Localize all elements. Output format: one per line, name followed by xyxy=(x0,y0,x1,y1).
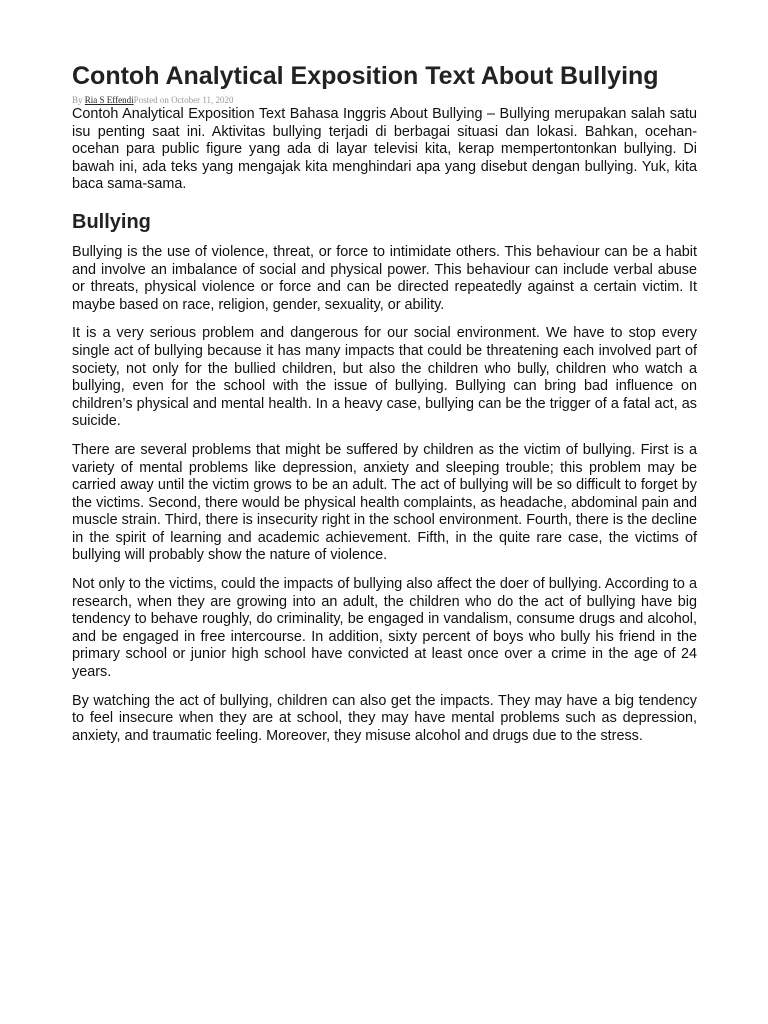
byline xyxy=(72,95,697,106)
body-paragraph-4: Not only to the victims, could the impacts of bullying also affect the doer of bullying. According to a research, when they are growing into an adult, the children who do the act of bullying have big tendency to behave roughly, do criminality, be engaged in vandalism, consume drugs and alcohol, and be engaged in free intercourse. In addition, sixty percent of boys who bully his friend in the primary school or junior high school have convicted at least once over a crime in the age of 24 years. xyxy=(72,576,697,681)
body-paragraph-1: Bullying is the use of violence, threat, or force to intimidate others. This behaviour can be a habit and involve an imbalance of social and physical power. This behaviour can include verbal abuse or threats, physical violence or force and can be directed repeatedly against a certain victim. It maybe based on race, religion, gender, sexuality, or ability. xyxy=(72,243,697,313)
body-paragraph-3: There are several problems that might be suffered by children as the victim of bullying. First is a variety of mental problems like depression, anxiety and sleeping trouble; this problem may be carried away until the victim grows to be an adult. The act of bullying will be so difficult to forget by the victims. Second, there would be physical health complaints, as headache, abdominal pain and muscle strain. Third, there is insecurity right in the school environment. Fourth, there is the decline in the spirit of learning and academic achievement. Fifth, in the quite rare case, the victims of bullying will probably show the nature of violence. xyxy=(72,441,697,564)
byline-by-label: By xyxy=(72,95,85,105)
intro-paragraph: Contoh Analytical Exposition Text Bahasa Inggris About Bullying – Bullying merupakan salah satu isu penting saat ini. Aktivitas bullying terjadi di berbagai situasi dan lokasi. Bahkan, ocehan-ocehan para public figure yang ada di layar televisi kita, kerap mempertontonkan bullying. Di bawah ini, ada teks yang mengajak kita menghindari apa yang disebut dengan bullying. Yuk, kita baca sama-sama. xyxy=(72,106,697,193)
posted-date: Posted on October 11, 2020 xyxy=(133,95,234,105)
document-page xyxy=(72,62,697,756)
body-paragraph-5: By watching the act of bullying, children can also get the impacts. They may have a big tendency to feel insecure when they are at school, they may have mental problems such as depression, anxiety, and traumatic feeling. Moreover, they misuse alcohol and drugs due to the stress. xyxy=(72,692,697,744)
section-heading-bullying: Bullying xyxy=(72,210,151,233)
body-paragraph-2: It is a very serious problem and dangerous for our social environment. We have to stop every single act of bullying because it has many impacts that could be threatening each involved part of society, not only for the bullied children, but also the children who bully, children who watch a bullying, even for the school with the issue of bullying. Bullying can bring bad influence on children’s physical and mental health. In a heavy case, bullying can be the trigger of a fatal act, as suicide. xyxy=(72,325,697,430)
article-title: Contoh Analytical Exposition Text About Bullying xyxy=(72,62,659,90)
author-link[interactable]: Ria S Effendi xyxy=(84,95,134,105)
